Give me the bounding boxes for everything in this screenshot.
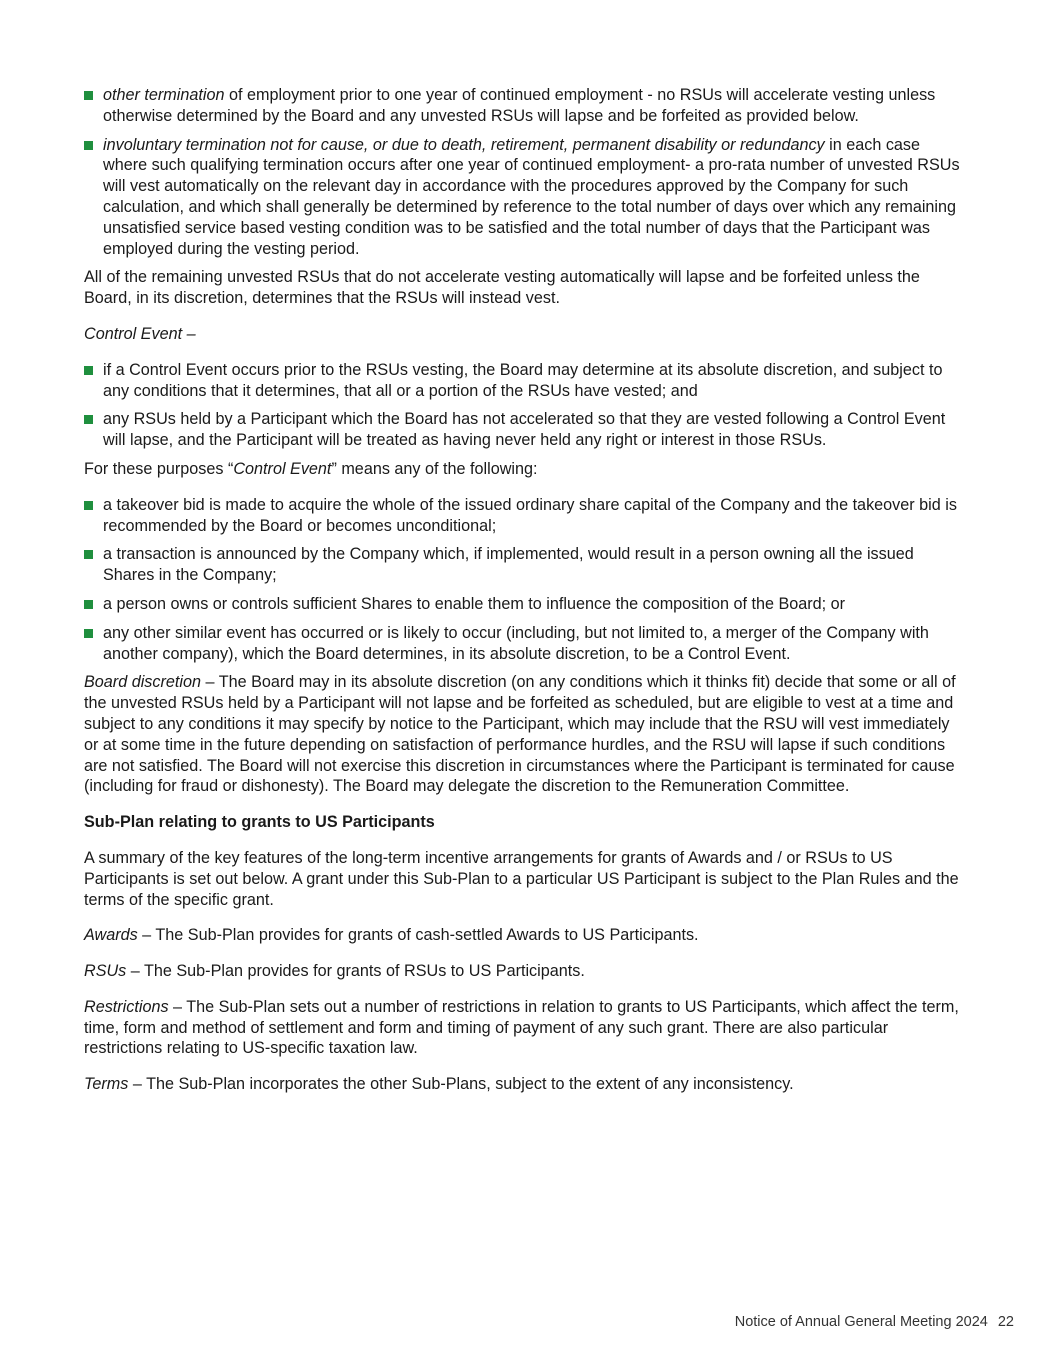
restrictions-lead: Restrictions <box>84 997 169 1016</box>
section-heading: Sub-Plan relating to grants to US Participants <box>84 813 435 832</box>
rsus-text: – The Sub-Plan provides for grants of RSUs to US Participants. <box>126 962 585 981</box>
list-item <box>84 544 964 586</box>
termination-list <box>84 85 964 259</box>
list-item <box>84 135 964 260</box>
item-lead: involuntary termination not for cause, or due to death, retirement, permanent disability or redundancy <box>103 135 825 154</box>
board-discretion-lead: Board discretion <box>84 673 201 692</box>
page-footer <box>735 1314 1014 1330</box>
list-item <box>84 495 964 537</box>
awards-text: – The Sub-Plan provides for grants of cash-settled Awards to US Participants. <box>137 926 699 945</box>
restrictions-text: – The Sub-Plan sets out a number of restrictions in relation to grants to US Participants, which affect the term, time, form and method of settlement and form and timing of payment of any such grant. There are also particular restrictions relating to US-specific taxation law. <box>84 997 959 1058</box>
control-event-definition-list <box>84 495 964 665</box>
document-body <box>84 85 964 1110</box>
rsus-lead: RSUs <box>84 962 127 981</box>
purposes-after: ” means any of the following: <box>331 459 538 478</box>
terms-lead: Terms <box>84 1075 129 1094</box>
paragraph-summary: A summary of the key features of the long-term incentive arrangements for grants of Awards and / or RSUs to US Participants is set out below. A grant under this Sub-Plan to a particular US Participant is subject to the Plan Rules and the terms of the specific grant. <box>84 848 959 909</box>
item-text: a takeover bid is made to acquire the whole of the issued ordinary share capital of the Company and the takeover bid is recommended by the Board or becomes unconditional; <box>103 495 957 535</box>
paragraph-terms <box>84 1074 964 1095</box>
item-text: a person owns or controls sufficient Shares to enable them to influence the composition of the Board; or <box>103 594 846 613</box>
item-text: of employment prior to one year of continued employment - no RSUs will accelerate vesting unless otherwise determined by the Board and any unvested RSUs will lapse and be forfeited as provided below. <box>103 86 936 125</box>
paragraph-board-discretion <box>84 672 964 797</box>
item-lead: other termination <box>103 86 225 104</box>
control-event-list <box>84 360 964 451</box>
purposes-before: For these purposes “ <box>84 459 234 478</box>
awards-lead: Awards <box>84 926 138 945</box>
board-discretion-text: – The Board may in its absolute discretion (on any conditions which it thinks fit) decide that some or all of the unvested RSUs held by a Participant will not lapse and be forfeited as scheduled, but are eligible to vest at a time and subject to any conditions it may specify by notice to the Participant, which may include that the RSU will vest immediately or at some time in the future depending on satisfaction of performance hurdles, and the RSU will lapse if such conditions are not satisfied. The Board will not exercise this discretion in circumstances where the Participant is terminated for cause (including for fraud or dishonesty). The Board may delegate the discretion to the Remuneration Committee. <box>84 673 956 796</box>
paragraph-rsus <box>84 961 964 982</box>
square-bullet-icon <box>84 501 93 510</box>
item-text: any RSUs held by a Participant which the Board has not accelerated so that they are vested following a Control Event will lapse, and the Participant will be treated as having never held any right or interest in those RSUs. <box>103 410 946 450</box>
square-bullet-icon <box>84 141 93 150</box>
item-text: in each case where such qualifying termination occurs after one year of continued employment- a pro-rata number of unvested RSUs will vest automatically on the relevant day in accordance with the procedures approved by the Company for such calculation, and which shall generally be determined by reference to the total number of days over which any remaining unsatisfied service based vesting condition was to be satisfied and the total number of days that the Participant was employed during the vesting period. <box>103 135 960 258</box>
control-event-label <box>84 324 964 345</box>
page-number: 22 <box>997 1314 1014 1330</box>
terms-text: – The Sub-Plan incorporates the other Sub-Plans, subject to the extent of any inconsistency. <box>128 1075 794 1094</box>
square-bullet-icon <box>84 600 93 609</box>
square-bullet-icon <box>84 91 93 100</box>
list-item <box>84 623 964 665</box>
list-item <box>84 360 964 402</box>
square-bullet-icon <box>84 366 93 375</box>
paragraph-restrictions <box>84 997 964 1059</box>
item-text: a transaction is announced by the Company which, if implemented, would result in a person owning all the issued Shares in the Company; <box>103 545 914 585</box>
square-bullet-icon <box>84 629 93 638</box>
paragraph-remaining: All of the remaining unvested RSUs that do not accelerate vesting automatically will lapse and be forfeited unless the Board, in its discretion, determines that the RSUs will instead vest. <box>84 268 920 308</box>
purposes-term: Control Event <box>233 459 332 478</box>
paragraph-awards <box>84 925 964 946</box>
list-item <box>84 85 964 127</box>
square-bullet-icon <box>84 415 93 424</box>
footer-title: Notice of Annual General Meeting 2024 <box>734 1314 988 1330</box>
control-event-label-text: Control Event – <box>84 324 196 343</box>
item-text: any other similar event has occurred or is likely to occur (including, but not limited to, a merger of the Company with another company), which the Board determines, in its absolute discretion, to be a Control Event. <box>103 623 929 663</box>
square-bullet-icon <box>84 550 93 559</box>
item-text: if a Control Event occurs prior to the RSUs vesting, the Board may determine at its absolute discretion, and subject to any conditions that it determines, that all or a portion of the RSUs have vested; and <box>103 360 943 400</box>
paragraph-purposes <box>84 459 964 480</box>
list-item <box>84 594 964 615</box>
list-item <box>84 409 964 451</box>
